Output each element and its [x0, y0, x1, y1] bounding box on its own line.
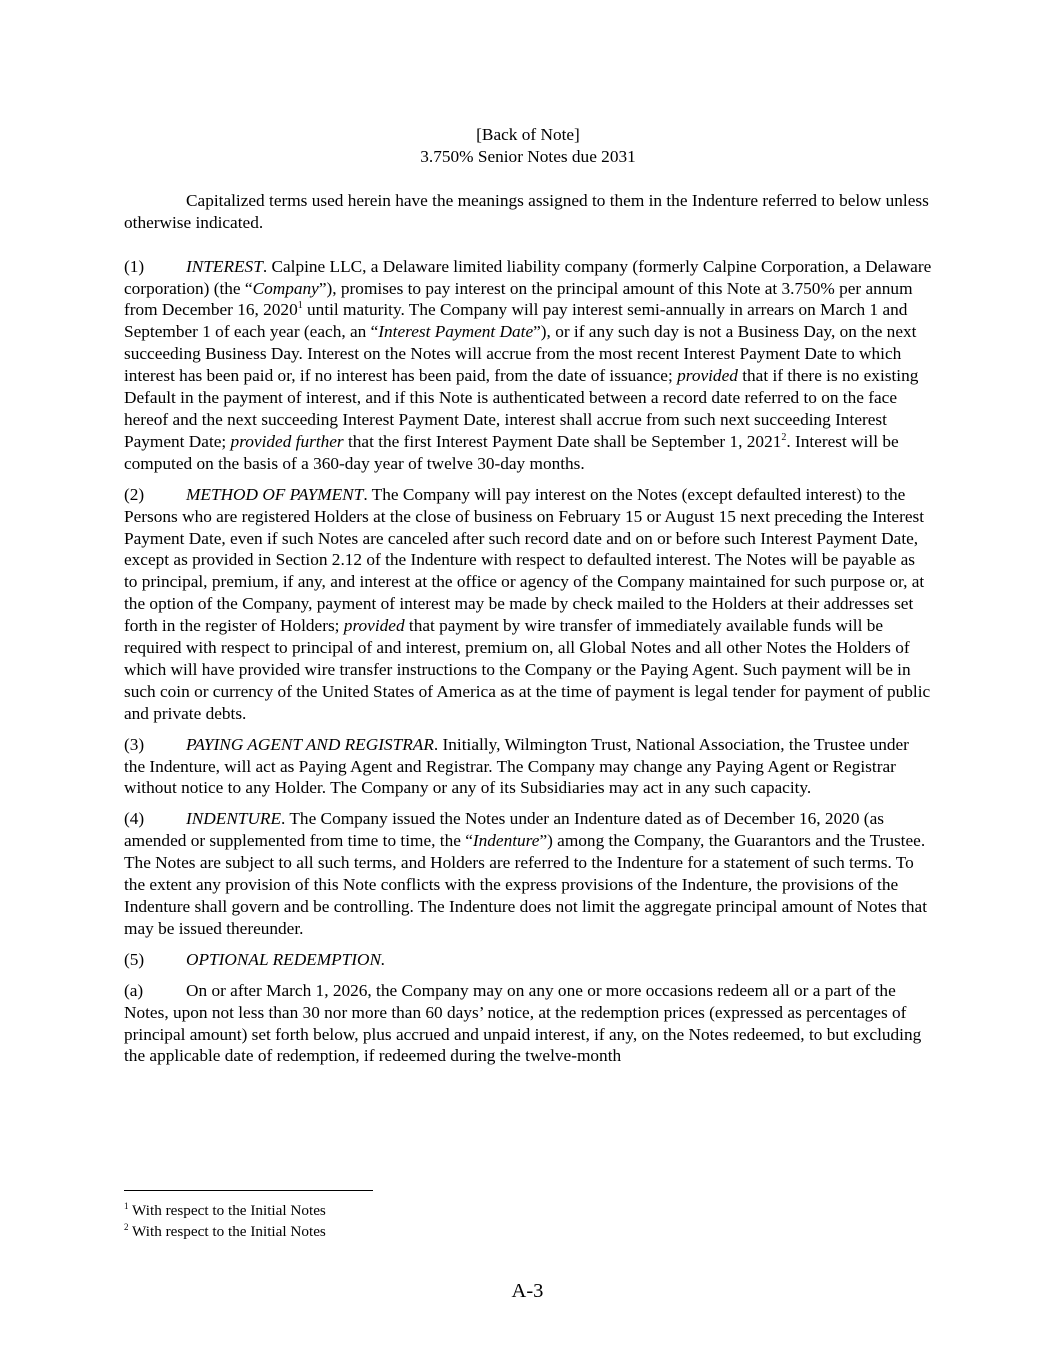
section-number: (3)	[124, 734, 145, 754]
header-note-title: 3.750% Senior Notes due 2031	[420, 146, 636, 166]
section-heading: PAYING AGENT AND REGISTRAR	[186, 734, 434, 754]
subsection-a: (a) On or after March 1, 2026, the Company may on any one or more occasions redeem all or a part of the Notes, upon not less than 30 nor more than 60 days’ notice, at the redemption prices (expressed as percentages of principal amount) set forth below, plus accrued and unpaid interest, if any, on the Notes redeemed, to but excluding the applicable date of redemption, if redeemed during the twelve-month	[124, 980, 922, 1066]
section-number: (4)	[124, 809, 145, 829]
intro-paragraph: Capitalized terms used herein have the meanings assigned to them in the Indenture referred to below unless otherwise indicated.	[124, 190, 929, 232]
footnote-1: $^1$ With respect to the Initial Notes	[124, 1200, 326, 1219]
footnote-2: $^2$ With respect to the Initial Notes	[124, 1221, 326, 1240]
section-method-of-payment: (2) METHOD OF PAYMENT. The Company will pay interest on the Notes (except defaulted interest) to the Persons who are registered Holders at the close of business on February 15 or August 15 next preceding the Interest Payment Date, even if such Notes are canceled after such record date and on or before such Interest Payment Date, except as provided in Section 2.12 of the Indenture with respect to defaulted interest. The Notes will be payable as to principal, premium, if any, and interest at the office or agency of the Company maintained for such purpose or, at the option of the Company, payment of interest may be made by check mailed to the Holders at their addresses set forth in the register of Holders; provided that payment by wire transfer of immediately available funds will be required with respect to principal of and interest, premium on, all Global Notes and all other Notes the Holders of which will have provided wire transfer instructions to the Company or the Paying Agent. Such payment will be in such coin or currency of the United States of America as at the time of payment is legal tender for payment of public and private debts.	[124, 484, 931, 723]
section-heading: OPTIONAL REDEMPTION.	[186, 949, 386, 969]
section-number: (2)	[124, 484, 145, 504]
subsection-number: (a)	[124, 980, 144, 1000]
section-indenture: (4) INDENTURE. The Company issued the Notes under an Indenture dated as of December 16, 2020 (as amended or supplemented from time to time, the “Indenture”) among the Company, the Guarantors and the Trustee. The Notes are subject to all such terms, and Holders are referred to the Indenture for a statement of such terms. To the extent any provision of this Note conflicts with the express provisions of the Indenture, the provisions of the Indenture shall govern and be controlling. The Indenture does not limit the aggregate principal amount of Notes that may be issued thereunder.	[124, 809, 928, 938]
header-back-of-note: [Back of Note]	[476, 125, 580, 144]
section-interest: (1) INTEREST. Calpine LLC, a Delaware limited liability company (formerly Calpine Corporation, a Delaware corporation) (the “Company”), promises to pay interest on the principal amount of this Note at 3.750% per annum from December 16, 2020$^1$ until maturity. The Company will pay interest semi-annually in arrears on March 1 and September 1 of each year (each, an “Interest Payment Date”), or if any such day is not a Business Day, on the next succeeding Business Day. Interest on the Notes will accrue from the most recent Interest Payment Date to which interest has been paid or, if no interest has been paid, from the date of issuance; provided that if there is no existing Default in the payment of interest, and if this Note is authenticated between a record date referred to on the face hereof and the next succeeding Interest Payment Date, interest shall accrue from such next succeeding Interest Payment Date; provided further that the first Interest Payment Date shall be September 1, 2021$^2$. Interest will be computed on the basis of a 360-day year of twelve 30-day months.	[124, 256, 932, 473]
note-page	[124, 124, 932, 1067]
section-heading: METHOD OF PAYMENT	[186, 484, 364, 504]
section-heading: INDENTURE	[186, 809, 282, 829]
section-optional-redemption	[124, 949, 932, 971]
section-heading: INTEREST	[186, 256, 263, 276]
section-number: (5)	[124, 949, 145, 969]
page-number: A-3	[511, 1280, 544, 1302]
footnotes	[124, 1201, 724, 1242]
section-paying-agent: (3) PAYING AGENT AND REGISTRAR. Initially, Wilmington Trust, National Association, the Trustee under the Indenture, will act as Paying Agent and Registrar. The Company may change any Paying Agent or Registrar without notice to any Holder. The Company or any of its Subsidiaries may act in any such capacity.	[124, 734, 909, 798]
footnote-ref-2: 2	[781, 432, 787, 444]
section-number: (1)	[124, 256, 145, 276]
page-header	[124, 124, 932, 168]
footnote-divider	[124, 1190, 373, 1191]
footnote-ref-1: 1	[297, 300, 303, 312]
